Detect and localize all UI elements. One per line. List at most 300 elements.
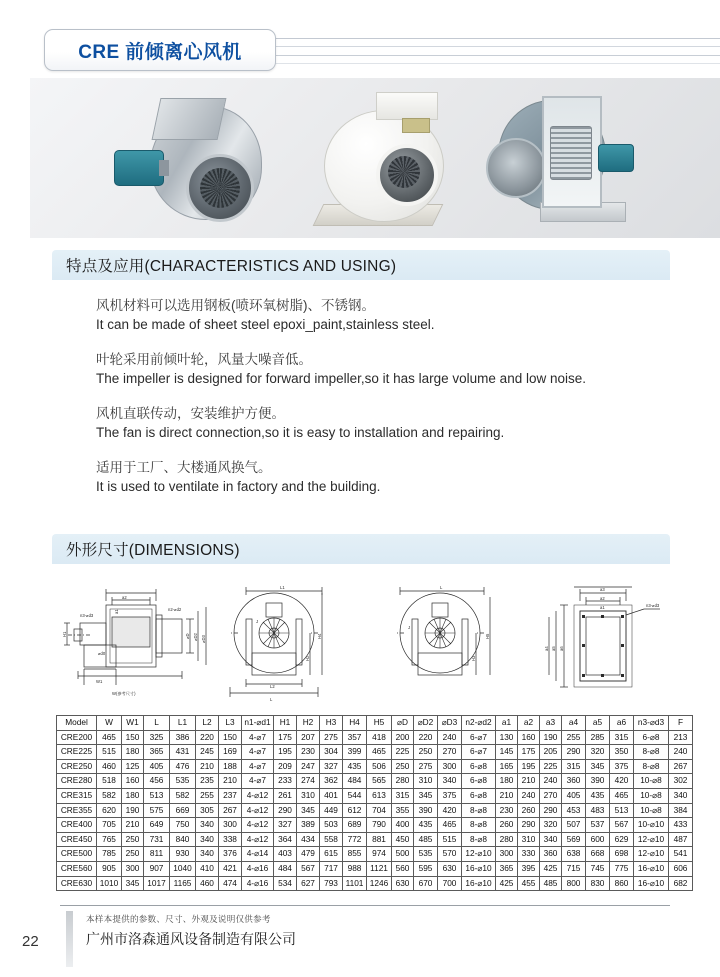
table-cell: 537: [586, 818, 610, 833]
table-cell: 731: [144, 832, 170, 847]
table-cell: 390: [586, 774, 610, 789]
table-cell: 612: [343, 803, 367, 818]
table-cell: 615: [320, 847, 343, 862]
characteristic-en: The fan is direct connection,so it is easy to installation and repairing.: [96, 425, 505, 440]
table-cell: 275: [414, 759, 438, 774]
table-cell: 180: [122, 788, 144, 803]
table-cell: 360: [562, 774, 586, 789]
col-header: H2: [297, 716, 320, 731]
col-header: Model: [57, 716, 97, 731]
table-cell: 255: [562, 730, 586, 745]
svg-text:⌀D: ⌀D: [185, 633, 190, 639]
table-cell: 485: [414, 832, 438, 847]
table-row: [57, 788, 693, 803]
table-cell: 881: [367, 832, 392, 847]
table-cell: 431: [170, 745, 196, 760]
table-cell: 300: [496, 847, 518, 862]
table-cell: 364: [274, 832, 297, 847]
table-cell: 717: [320, 861, 343, 876]
table-cell: 207: [297, 730, 320, 745]
table-cell: 315: [610, 730, 634, 745]
table-cell: 310: [518, 832, 540, 847]
table-cell: 840: [170, 832, 196, 847]
table-cell: 515: [438, 832, 462, 847]
svg-text:L2: L2: [270, 684, 275, 689]
table-cell: 669: [170, 803, 196, 818]
table-cell: 320: [540, 818, 562, 833]
col-header: a1: [496, 716, 518, 731]
table-cell-model: CRE315: [57, 788, 97, 803]
table-cell: 1165: [170, 876, 196, 891]
table-cell: 340: [196, 818, 219, 833]
table-cell: 670: [414, 876, 438, 891]
table-cell: 425: [496, 876, 518, 891]
table-body: [57, 730, 693, 891]
table-cell: 345: [297, 803, 320, 818]
table-cell-model: CRE560: [57, 861, 97, 876]
col-header: H3: [320, 716, 343, 731]
table-cell-model: CRE400: [57, 818, 97, 833]
table-cell: 8-⌀8: [462, 832, 496, 847]
table-cell: 399: [343, 745, 367, 760]
svg-text:⌀D3: ⌀D3: [201, 635, 206, 643]
table-cell: 775: [610, 861, 634, 876]
table-cell: 503: [320, 818, 343, 833]
table-cell: 1101: [343, 876, 367, 891]
table-cell: 785: [97, 847, 122, 862]
table-cell: 190: [540, 730, 562, 745]
col-header: H5: [367, 716, 392, 731]
table-cell: 195: [274, 745, 297, 760]
dimensions-heading: 外形尺寸(DIMENSIONS): [66, 542, 240, 559]
table-cell: 487: [669, 832, 693, 847]
col-header: a2: [518, 716, 540, 731]
table-cell: 16-⌀10: [462, 876, 496, 891]
table-cell: 327: [320, 759, 343, 774]
table-cell-model: CRE250: [57, 759, 97, 774]
table-cell: 435: [414, 818, 438, 833]
table-cell: 930: [170, 847, 196, 862]
table-cell: 905: [97, 861, 122, 876]
table-cell: 479: [297, 847, 320, 862]
table-cell: 230: [297, 745, 320, 760]
table-cell: 340: [438, 774, 462, 789]
dimensions-table: [56, 715, 693, 891]
col-header: a3: [540, 716, 562, 731]
product-title-tab: [44, 29, 276, 71]
table-row: [57, 759, 693, 774]
table-cell: 145: [496, 745, 518, 760]
table-cell: 682: [669, 876, 693, 891]
table-cell: 421: [219, 861, 242, 876]
table-cell: 705: [97, 818, 122, 833]
table-cell: 6-⌀7: [462, 730, 496, 745]
table-cell: 345: [122, 876, 144, 891]
col-header: n3-⌀d3: [634, 716, 669, 731]
table-cell: 453: [562, 803, 586, 818]
table-cell: 16-⌀10: [634, 861, 669, 876]
table-cell: 280: [496, 832, 518, 847]
table-cell: 668: [586, 847, 610, 862]
table-cell: 483: [586, 803, 610, 818]
table-cell: 375: [610, 759, 634, 774]
table-cell: 389: [297, 818, 320, 833]
table-cell: 401: [320, 788, 343, 803]
page-title: CRE 前倾离心风机: [78, 41, 242, 63]
table-cell: 560: [392, 861, 414, 876]
table-cell: 285: [586, 730, 610, 745]
characteristic-item: [96, 404, 696, 442]
table-cell: 435: [343, 759, 367, 774]
page-number: 22: [22, 933, 39, 950]
table-cell: 745: [586, 861, 610, 876]
table-cell-model: CRE500: [57, 847, 97, 862]
table-cell: 558: [320, 832, 343, 847]
table-cell: 310: [414, 774, 438, 789]
table-cell: 630: [392, 876, 414, 891]
table-cell-model: CRE355: [57, 803, 97, 818]
dimensions-table-wrap: [56, 715, 688, 891]
table-cell: 582: [97, 788, 122, 803]
characteristic-cn: 叶轮采用前倾叶轮，风量大噪音低。: [96, 352, 312, 367]
svg-text:J: J: [256, 619, 259, 624]
table-row: [57, 730, 693, 745]
table-cell: 811: [144, 847, 170, 862]
table-cell: 689: [343, 818, 367, 833]
characteristics-section-header: [52, 250, 670, 280]
page-footer: [0, 905, 720, 977]
table-cell: 16-⌀10: [462, 861, 496, 876]
table-cell: 12-⌀10: [634, 847, 669, 862]
table-cell: 4-⌀12: [242, 788, 274, 803]
table-cell: 8-⌀8: [634, 745, 669, 760]
col-header: W: [97, 716, 122, 731]
table-cell: 418: [367, 730, 392, 745]
table-cell: 460: [196, 876, 219, 891]
col-header: L2: [196, 716, 219, 731]
characteristic-item: [96, 296, 696, 334]
table-cell: 575: [144, 803, 170, 818]
product-photo-white: [302, 92, 492, 227]
table-row: [57, 832, 693, 847]
table-cell: 698: [610, 847, 634, 862]
table-row: [57, 745, 693, 760]
table-cell: 270: [438, 745, 462, 760]
table-cell: 376: [219, 847, 242, 862]
table-cell: 175: [518, 745, 540, 760]
characteristics-heading: 特点及应用(CHARACTERISTICS AND USING): [66, 258, 397, 275]
table-cell: 630: [438, 861, 462, 876]
col-header: L1: [170, 716, 196, 731]
technical-drawings: [60, 575, 670, 705]
col-header: ⌀D3: [438, 716, 462, 731]
drawing-outlet-flange: [549, 587, 660, 687]
page-header: [0, 0, 720, 78]
table-cell: 10-⌀8: [634, 803, 669, 818]
table-cell: 210: [196, 759, 219, 774]
table-cell: 290: [562, 745, 586, 760]
table-cell: 255: [196, 788, 219, 803]
table-cell: 535: [414, 847, 438, 862]
product-photo-cutaway: [480, 90, 670, 230]
product-photo-band: [30, 78, 720, 238]
col-header: n1-⌀d1: [242, 716, 274, 731]
table-cell: 386: [170, 730, 196, 745]
svg-text:L: L: [270, 697, 273, 702]
table-cell: 169: [219, 745, 242, 760]
table-cell: 220: [196, 730, 219, 745]
table-cell: 267: [669, 759, 693, 774]
table-cell: 200: [392, 730, 414, 745]
table-cell: 704: [367, 803, 392, 818]
table-cell: 365: [496, 861, 518, 876]
table-cell: 484: [343, 774, 367, 789]
table-cell: 6-⌀8: [462, 774, 496, 789]
table-cell: 1010: [97, 876, 122, 891]
table-cell: 860: [610, 876, 634, 891]
col-header: a5: [586, 716, 610, 731]
svg-text:⌀D2: ⌀D2: [193, 633, 198, 641]
table-cell: 460: [97, 759, 122, 774]
table-cell: 1040: [170, 861, 196, 876]
table-cell: 435: [586, 788, 610, 803]
table-cell: 800: [562, 876, 586, 891]
svg-text:H3: H3: [471, 655, 476, 661]
table-cell-model: CRE280: [57, 774, 97, 789]
table-cell: 907: [144, 861, 170, 876]
table-cell: 6-⌀8: [462, 759, 496, 774]
table-cell: 4-⌀12: [242, 832, 274, 847]
table-cell: 750: [170, 818, 196, 833]
svg-text:J: J: [408, 625, 411, 630]
table-cell: 793: [320, 876, 343, 891]
table-cell: 320: [586, 745, 610, 760]
svg-text:n3-⌀d3: n3-⌀d3: [80, 613, 94, 618]
table-cell: 315: [562, 759, 586, 774]
table-cell: 180: [496, 774, 518, 789]
table-cell: 261: [274, 788, 297, 803]
table-cell: 513: [144, 788, 170, 803]
table-cell: 360: [540, 847, 562, 862]
table-cell: 237: [219, 788, 242, 803]
svg-text:a6: a6: [559, 646, 564, 651]
table-cell: 325: [144, 730, 170, 745]
table-cell: 300: [438, 759, 462, 774]
characteristic-item: [96, 350, 696, 388]
table-cell: 405: [562, 788, 586, 803]
table-cell: 565: [367, 774, 392, 789]
table-cell: 403: [274, 847, 297, 862]
table-cell-model: CRE200: [57, 730, 97, 745]
svg-text:⌀d0: ⌀d0: [98, 651, 106, 656]
table-cell: 534: [274, 876, 297, 891]
table-cell: 10-⌀8: [634, 788, 669, 803]
dimension-drawings-svg: [60, 575, 670, 705]
table-cell: 390: [414, 803, 438, 818]
table-cell: 175: [274, 730, 297, 745]
svg-text:a4: a4: [544, 646, 549, 651]
table-cell: 209: [274, 759, 297, 774]
table-cell: 535: [170, 774, 196, 789]
dimensions-section-header: [52, 534, 670, 564]
table-cell: 290: [540, 803, 562, 818]
table-cell: 4-⌀7: [242, 745, 274, 760]
table-cell: 210: [122, 818, 144, 833]
table-cell-model: CRE630: [57, 876, 97, 891]
table-cell: 315: [392, 788, 414, 803]
table-cell: 465: [97, 730, 122, 745]
table-cell: 855: [343, 847, 367, 862]
table-cell: 567: [610, 818, 634, 833]
table-cell: 235: [196, 774, 219, 789]
table-cell: 338: [219, 832, 242, 847]
svg-text:a5: a5: [551, 646, 556, 651]
table-cell: 765: [97, 832, 122, 847]
header-decoration-lines: [268, 38, 720, 64]
table-cell: 240: [518, 788, 540, 803]
table-cell: 240: [540, 774, 562, 789]
table-cell: 456: [144, 774, 170, 789]
table-cell: 240: [669, 745, 693, 760]
col-header: a6: [610, 716, 634, 731]
table-cell: 515: [97, 745, 122, 760]
table-cell: 195: [518, 759, 540, 774]
table-cell: 6-⌀8: [462, 788, 496, 803]
footer-accent-bar: [66, 911, 73, 967]
svg-text:H2: H2: [305, 655, 310, 661]
table-cell: 613: [367, 788, 392, 803]
table-cell: 988: [343, 861, 367, 876]
table-cell: 267: [219, 803, 242, 818]
table-cell: 290: [274, 803, 297, 818]
svg-text:a1: a1: [114, 609, 119, 614]
product-photo-stainless: [110, 98, 300, 223]
table-cell: 150: [122, 730, 144, 745]
table-cell: 485: [540, 876, 562, 891]
col-header: L: [144, 716, 170, 731]
svg-text:H1: H1: [62, 631, 67, 637]
table-cell: 513: [610, 803, 634, 818]
table-cell: 340: [196, 832, 219, 847]
table-cell: 230: [496, 803, 518, 818]
table-cell: 240: [438, 730, 462, 745]
col-header: n2-⌀d2: [462, 716, 496, 731]
table-cell: 500: [392, 847, 414, 862]
table-cell: 250: [122, 847, 144, 862]
table-cell: 225: [540, 759, 562, 774]
table-cell: 410: [196, 861, 219, 876]
table-cell: 974: [367, 847, 392, 862]
table-cell: 280: [392, 774, 414, 789]
table-cell: 180: [122, 745, 144, 760]
svg-text:a2: a2: [122, 595, 127, 600]
footer-disclaimer: 本样本提供的参数、尺寸、外观及说明仅供参考: [86, 914, 271, 924]
table-cell: 450: [392, 832, 414, 847]
table-cell: 245: [196, 745, 219, 760]
table-cell: 213: [669, 730, 693, 745]
table-cell: 4-⌀14: [242, 847, 274, 862]
table-cell: 449: [320, 803, 343, 818]
table-cell: 260: [496, 818, 518, 833]
table-cell: 627: [297, 876, 320, 891]
table-cell: 340: [669, 788, 693, 803]
table-cell: 600: [586, 832, 610, 847]
table-cell: 355: [392, 803, 414, 818]
col-header: H4: [343, 716, 367, 731]
characteristic-cn: 风机材料可以选用钢板(喷环氧树脂)、不锈钢。: [96, 298, 375, 313]
table-cell: 357: [343, 730, 367, 745]
table-cell: 4-⌀12: [242, 818, 274, 833]
table-cell: 772: [343, 832, 367, 847]
col-header: H1: [274, 716, 297, 731]
table-cell: 455: [518, 876, 540, 891]
table-cell: 250: [392, 759, 414, 774]
table-cell: 225: [392, 745, 414, 760]
col-header: ⌀D2: [414, 716, 438, 731]
table-row: [57, 861, 693, 876]
table-cell: 8-⌀8: [462, 818, 496, 833]
table-cell: 340: [196, 847, 219, 862]
table-cell: 310: [297, 788, 320, 803]
table-cell: 350: [610, 745, 634, 760]
table-cell: 247: [297, 759, 320, 774]
table-cell: 275: [320, 730, 343, 745]
table-cell: 569: [562, 832, 586, 847]
table-cell: 433: [669, 818, 693, 833]
characteristic-item: [96, 458, 696, 496]
table-cell: 638: [562, 847, 586, 862]
table-cell: 4-⌀16: [242, 861, 274, 876]
table-cell: 345: [586, 759, 610, 774]
table-cell: 4-⌀16: [242, 876, 274, 891]
table-cell: 570: [438, 847, 462, 862]
table-cell: 476: [170, 759, 196, 774]
table-cell: 150: [219, 730, 242, 745]
table-cell: 165: [496, 759, 518, 774]
table-cell: 300: [122, 861, 144, 876]
table-cell: 8-⌀8: [634, 759, 669, 774]
table-header-row: [57, 716, 693, 731]
table-cell: 250: [414, 745, 438, 760]
table-cell: 474: [219, 876, 242, 891]
table-cell-model: CRE225: [57, 745, 97, 760]
table-cell: 6-⌀7: [462, 745, 496, 760]
table-cell: 400: [392, 818, 414, 833]
svg-text:W1: W1: [96, 679, 103, 684]
table-cell: 620: [97, 803, 122, 818]
col-header: F: [669, 716, 693, 731]
table-cell: 330: [518, 847, 540, 862]
table-cell: 507: [562, 818, 586, 833]
svg-text:H4: H4: [317, 633, 322, 639]
table-row: [57, 774, 693, 789]
table-cell: 4-⌀7: [242, 774, 274, 789]
table-row: [57, 847, 693, 862]
svg-text:L1: L1: [280, 585, 285, 590]
table-cell: 606: [669, 861, 693, 876]
table-cell: 304: [320, 745, 343, 760]
table-cell: 384: [669, 803, 693, 818]
table-cell: 1017: [144, 876, 170, 891]
table-cell: 595: [414, 861, 438, 876]
table-cell: 544: [343, 788, 367, 803]
col-header: L3: [219, 716, 242, 731]
table-cell: 715: [562, 861, 586, 876]
table-cell: 270: [540, 788, 562, 803]
table-cell: 290: [518, 818, 540, 833]
characteristic-en: It can be made of sheet steel epoxi_paint,stainless steel.: [96, 317, 435, 332]
table-cell: 160: [122, 774, 144, 789]
